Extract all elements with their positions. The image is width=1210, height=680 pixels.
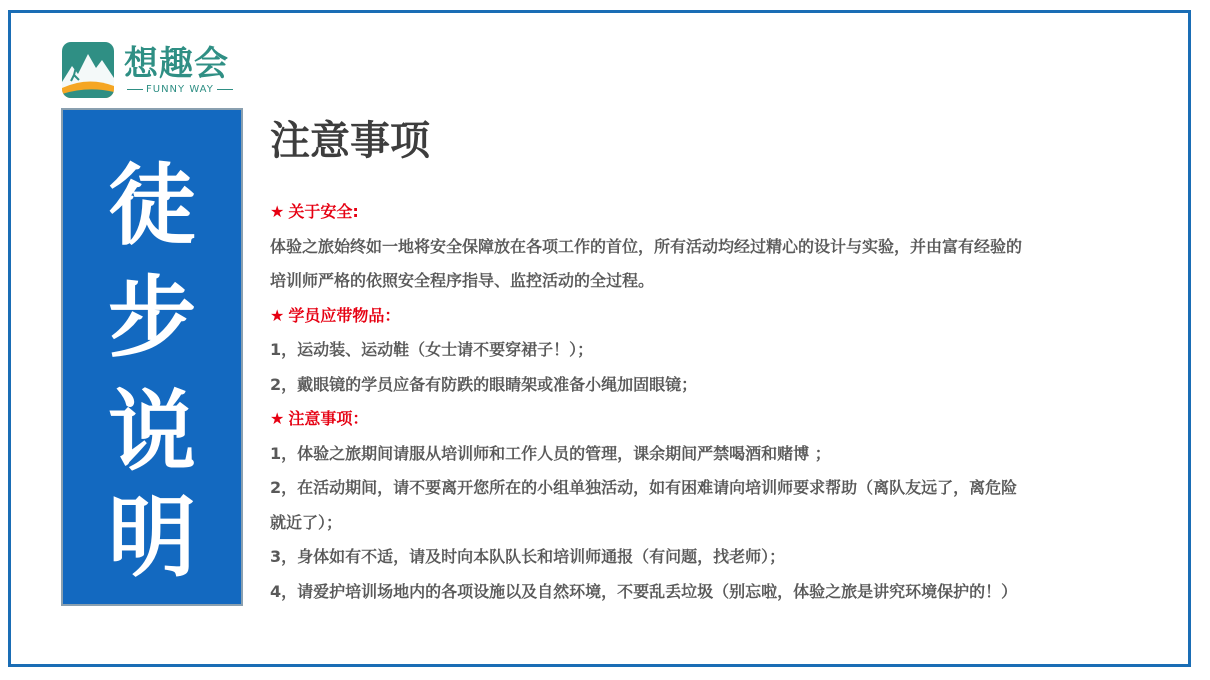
section-heading xyxy=(270,299,1170,334)
notice-line xyxy=(270,230,1170,265)
notice-line xyxy=(270,437,1170,472)
logo-tagline-text: FUNNY WAY xyxy=(146,84,214,95)
side-banner xyxy=(61,108,243,606)
notice-line-text: 3，身体如有不适，请及时向本队队长和培训师通报（有问题，找老师）； xyxy=(270,547,786,566)
mountain-climber-icon xyxy=(62,42,114,98)
section-heading xyxy=(270,402,1170,437)
notice-line-text: 培训师严格的依照安全程序指导、监控活动的全过程。 xyxy=(270,271,655,290)
notice-line xyxy=(270,575,1170,610)
star-icon: ★ xyxy=(270,202,285,221)
notice-line-text: 1，体验之旅期间请服从培训师和工作人员的管理，课余期间严禁喝酒和赌博 ； xyxy=(270,443,831,463)
banner-char: 说 xyxy=(107,380,196,483)
banner-char: 步 xyxy=(107,266,196,369)
notice-line xyxy=(270,471,1170,506)
logo-name: 想趣会 xyxy=(124,44,229,84)
section-heading-text: 学员应带物品： xyxy=(288,305,401,325)
notice-line xyxy=(270,333,1170,368)
notice-line-text: 体验之旅始终如一地将安全保障放在各项工作的首位，所有活动均经过精心的设计与实验，并由富有经验的 xyxy=(270,236,1023,256)
notice-line-text: 4，请爱护培训场地内的各项设施以及自然环境，不要乱丢垃圾（别忘啦，体验之旅是讲究环境保护的！） xyxy=(270,581,1018,601)
logo xyxy=(62,42,242,100)
section-heading-text: 关于安全: xyxy=(288,202,359,221)
banner-char: 明 xyxy=(107,486,196,589)
notice-content xyxy=(270,195,1170,609)
banner-char: 徒 xyxy=(107,154,196,257)
star-icon: ★ xyxy=(270,409,285,428)
notice-line xyxy=(270,368,1170,403)
notice-line xyxy=(270,506,1170,541)
notice-line-text: 2，戴眼镜的学员应备有防跌的眼睛架或准备小绳加固眼镜； xyxy=(270,374,698,394)
page-title: 注意事项 xyxy=(270,118,430,164)
notice-line xyxy=(270,540,1170,575)
section-heading xyxy=(270,195,1170,230)
notice-line-text: 就近了）； xyxy=(270,512,343,532)
notice-line-text: 1，运动装、运动鞋（女士请不要穿裙子！）； xyxy=(270,340,594,359)
section-heading-text: 注意事项： xyxy=(288,409,369,428)
notice-line-text: 2，在活动期间，请不要离开您所在的小组单独活动，如有困难请向培训师要求帮助（离队友远了，离危险 xyxy=(270,478,1018,497)
notice-line xyxy=(270,264,1170,299)
logo-tagline xyxy=(124,84,236,95)
star-icon: ★ xyxy=(270,305,285,325)
